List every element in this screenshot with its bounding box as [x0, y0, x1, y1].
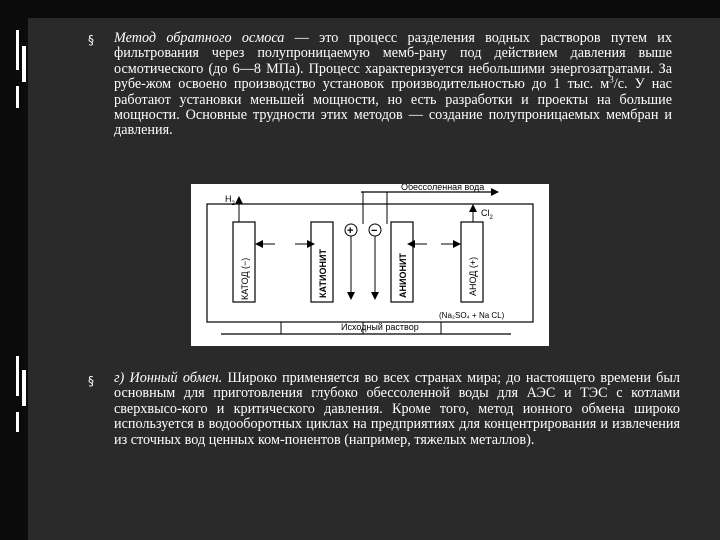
decor-bar — [22, 370, 26, 406]
decor-bar — [16, 86, 19, 108]
decor-bar — [16, 356, 19, 396]
cationite-label: КАТИОНИТ — [318, 249, 328, 298]
term-ion-exchange: г) Ионный обмен. — [114, 370, 223, 386]
cl2-label: $Cl_2$ — [481, 208, 493, 221]
paragraph-text: Широко применяется во всех странах мира; до настоящего времени был основным для приготовления глубоко обессоленной воды для АЭС и ТЭС с котлами сверхвысо-кого и критического давления. Кроме того, метод ионного обмена широко используется в водооборотных циклах на предприятиях для концентрирования и извлечения из сточных вод ценных ком-понентов (например, тяжелых металлов). — [114, 370, 680, 448]
paragraph-reverse-osmosis — [114, 31, 672, 139]
anionite-label: АНИОНИТ — [398, 253, 408, 298]
superscript: 3 — [609, 74, 614, 85]
decor-bar — [16, 30, 19, 70]
term-reverse-osmosis: Метод обратного осмоса — [114, 30, 285, 46]
bullet-icon: § — [88, 33, 94, 47]
decor-bar — [22, 46, 26, 82]
paragraph-text: — это процесс разделения водных растворов путем их фильтрования через полупроницаемую мемб-рану под действием давления выше осмотического (до 6—8 МПа). Процесс характеризуется небольшими энергозатратами. За рубе-жом освоено производство установок производительностью до 1 тыс. м — [114, 30, 672, 93]
anode-label: АНОД (+) — [468, 256, 478, 296]
electrodialysis-diagram — [191, 184, 549, 346]
paragraph-text-tail: /с. У нас работают установки меньшей мощности, но есть разработки и проекты на большие мощности. Основные трудности этих методов — создание полупроницаемых мембран и давления. — [114, 76, 672, 139]
product-water-label: Обессоленная вода — [401, 184, 485, 192]
salts-label: (Na₂SO₄ + Na CL) — [439, 311, 505, 320]
decor-bar — [16, 412, 19, 432]
svg-text:+: + — [347, 225, 354, 237]
bullet-icon: § — [88, 374, 94, 388]
cathode-label: КАТОД (−) — [240, 257, 250, 300]
feed-solution-label: Исходный раствор — [341, 322, 419, 332]
h2-label: $H_2$ — [225, 194, 235, 207]
svg-text:−: − — [371, 225, 378, 237]
paragraph-ion-exchange — [114, 371, 680, 448]
